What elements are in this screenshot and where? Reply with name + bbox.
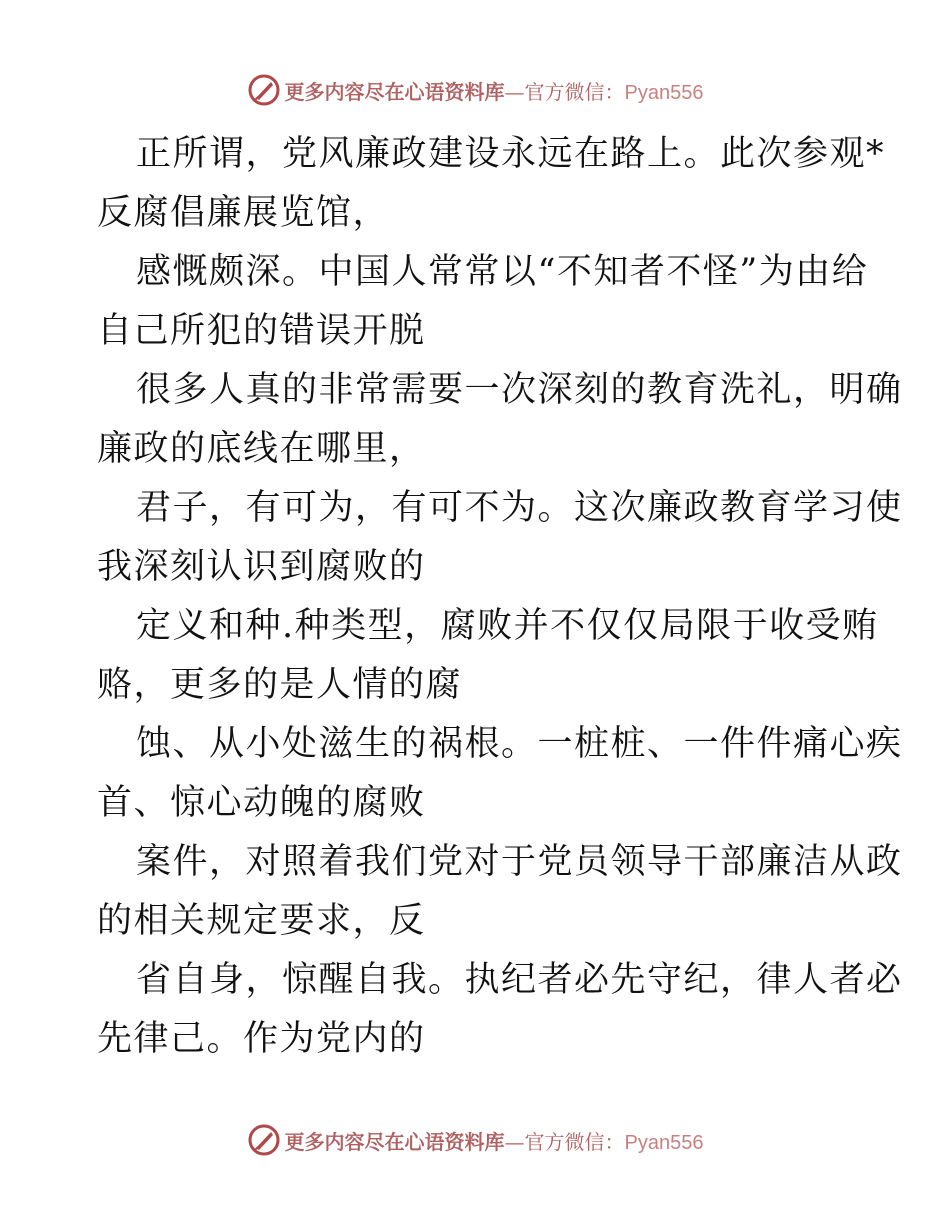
quill-logo-icon	[247, 73, 281, 107]
paragraph-line: 赂，更多的是人情的腐	[97, 665, 463, 705]
watermark-text	[285, 1126, 704, 1155]
paragraph-line: 正所谓，党风廉政建设永远在路上。此次参观*	[136, 134, 886, 174]
watermark-dash: —	[504, 79, 525, 104]
watermark-id: Pyan556	[624, 81, 704, 104]
watermark-sub: 官方微信：	[524, 1129, 625, 1154]
header-watermark	[0, 70, 950, 110]
paragraph-line: 案件，对照着我们党对于党员领导干部廉洁从政	[136, 842, 903, 882]
paragraph-line: 省自身，惊醒自我。执纪者必先守纪，律人者必	[136, 960, 903, 1000]
paragraph-line: 我深刻认识到腐败的	[97, 547, 426, 587]
paragraph-line: 君子，有可为，有可不为。这次廉政教育学习使	[136, 488, 903, 528]
footer-watermark	[0, 1120, 950, 1160]
paragraph-line: 蚀、从小处滋生的祸根。一桩桩、一件件痛心疾	[136, 724, 903, 764]
quill-logo-icon	[247, 1123, 281, 1157]
watermark-text	[285, 76, 704, 105]
paragraph-line: 感慨颇深。中国人常常以“不知者不怪”为由给	[136, 252, 869, 292]
paragraph-line: 定义和种.种类型，腐败并不仅仅局限于收受贿	[136, 606, 879, 646]
document-body	[97, 125, 903, 1069]
watermark-main: 更多内容尽在心语资料库	[284, 1129, 505, 1154]
watermark-main: 更多内容尽在心语资料库	[284, 79, 505, 104]
watermark-sub: 官方微信：	[524, 79, 625, 104]
paragraph-line: 首、惊心动魄的腐败	[97, 783, 426, 823]
paragraph-line: 反腐倡廉展览馆，	[97, 193, 390, 233]
paragraph-line: 廉政的底线在哪里，	[97, 429, 426, 469]
watermark-dash: —	[504, 1129, 525, 1154]
paragraph-line: 的相关规定要求，反	[97, 901, 426, 941]
paragraph-line: 自己所犯的错误开脱	[97, 311, 426, 351]
paragraph-line: 先律己。作为党内的	[97, 1019, 426, 1059]
watermark-id: Pyan556	[624, 1131, 704, 1154]
paragraph-line: 很多人真的非常需要一次深刻的教育洗礼，明确	[136, 370, 903, 410]
